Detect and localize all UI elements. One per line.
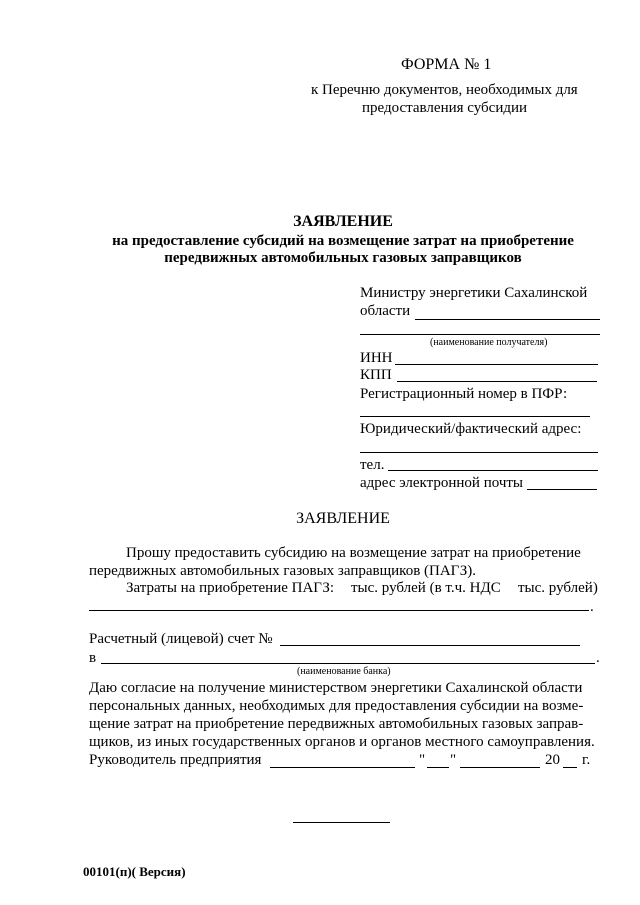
date-year-line[interactable] bbox=[563, 767, 577, 768]
bank-field-line[interactable] bbox=[101, 663, 595, 664]
year-suffix: г. bbox=[582, 752, 591, 768]
date-day-line[interactable] bbox=[427, 767, 449, 768]
costs-field-line[interactable] bbox=[89, 610, 589, 611]
appendix-line-2: предоставления субсидии bbox=[362, 100, 528, 116]
request-line-1: Прошу предоставить субсидию на возмещение затрат на приобретение bbox=[126, 545, 581, 561]
bank-line-dot: . bbox=[596, 650, 600, 666]
pfr-field-line[interactable] bbox=[360, 416, 590, 417]
date-quote-open: " bbox=[419, 752, 426, 768]
bank-prefix: в bbox=[89, 650, 97, 666]
vat-unit: тыс. рублей) bbox=[518, 580, 598, 596]
head-label: Руководитель предприятия bbox=[89, 752, 262, 768]
email-field-line[interactable] bbox=[527, 489, 597, 490]
bottom-divider bbox=[293, 822, 390, 823]
pfr-label: Регистрационный номер в ПФР: bbox=[360, 386, 568, 402]
recipient-field-line[interactable] bbox=[360, 334, 600, 335]
region-label: области bbox=[360, 303, 411, 319]
request-line-2: передвижных автомобильных газовых заправщиков (ПАГЗ). bbox=[89, 563, 476, 579]
address-field-line[interactable] bbox=[360, 452, 598, 453]
footer-code: 00101(п)( Версия) bbox=[83, 864, 186, 879]
body-heading: ЗАЯВЛЕНИЕ bbox=[296, 510, 390, 527]
region-field-line[interactable] bbox=[415, 319, 600, 320]
recipient-caption: (наименование получателя) bbox=[430, 337, 548, 348]
email-label: адрес электронной почты bbox=[360, 475, 524, 491]
minister-line: Министру энергетики Сахалинской bbox=[360, 285, 588, 301]
kpp-field-line[interactable] bbox=[397, 381, 597, 382]
inn-label: ИНН bbox=[360, 350, 393, 366]
address-label: Юридический/фактический адрес: bbox=[360, 421, 582, 437]
form-number: ФОРМА № 1 bbox=[401, 56, 492, 73]
head-signature-line[interactable] bbox=[270, 767, 415, 768]
consent-line-1: Даю согласие на получение министерством энергетики Сахалинской области bbox=[89, 680, 583, 696]
consent-line-4: щиков, из иных государственных органов и органов местного самоуправления. bbox=[89, 734, 595, 750]
consent-line-2: персональных данных, необходимых для предоставления субсидии на возме- bbox=[89, 698, 584, 714]
costs-line-dot: . bbox=[590, 599, 594, 615]
appendix-line-1: к Перечню документов, необходимых для bbox=[311, 82, 578, 98]
account-label: Расчетный (лицевой) счет № bbox=[89, 631, 273, 647]
account-field-line[interactable] bbox=[280, 645, 580, 646]
consent-line-3: щение затрат на приобретение передвижных автомобильных газовых заправ- bbox=[89, 716, 584, 732]
kpp-label: КПП bbox=[360, 367, 392, 383]
year-prefix: 20 bbox=[545, 752, 560, 768]
title-line-2: передвижных автомобильных газовых заправщиков bbox=[164, 250, 522, 266]
costs-label: Затраты на приобретение ПАГЗ: bbox=[126, 580, 335, 596]
date-quote-close: " bbox=[450, 752, 457, 768]
phone-field-line[interactable] bbox=[388, 470, 598, 471]
costs-unit: тыс. рублей (в т.ч. НДС bbox=[351, 580, 501, 596]
title-line-1: на предоставление субсидий на возмещение затрат на приобретение bbox=[112, 233, 574, 249]
inn-field-line[interactable] bbox=[395, 364, 598, 365]
bank-caption: (наименование банка) bbox=[297, 666, 391, 677]
phone-label: тел. bbox=[360, 457, 385, 473]
date-month-line[interactable] bbox=[460, 767, 540, 768]
title-heading: ЗАЯВЛЕНИЕ bbox=[293, 213, 393, 230]
